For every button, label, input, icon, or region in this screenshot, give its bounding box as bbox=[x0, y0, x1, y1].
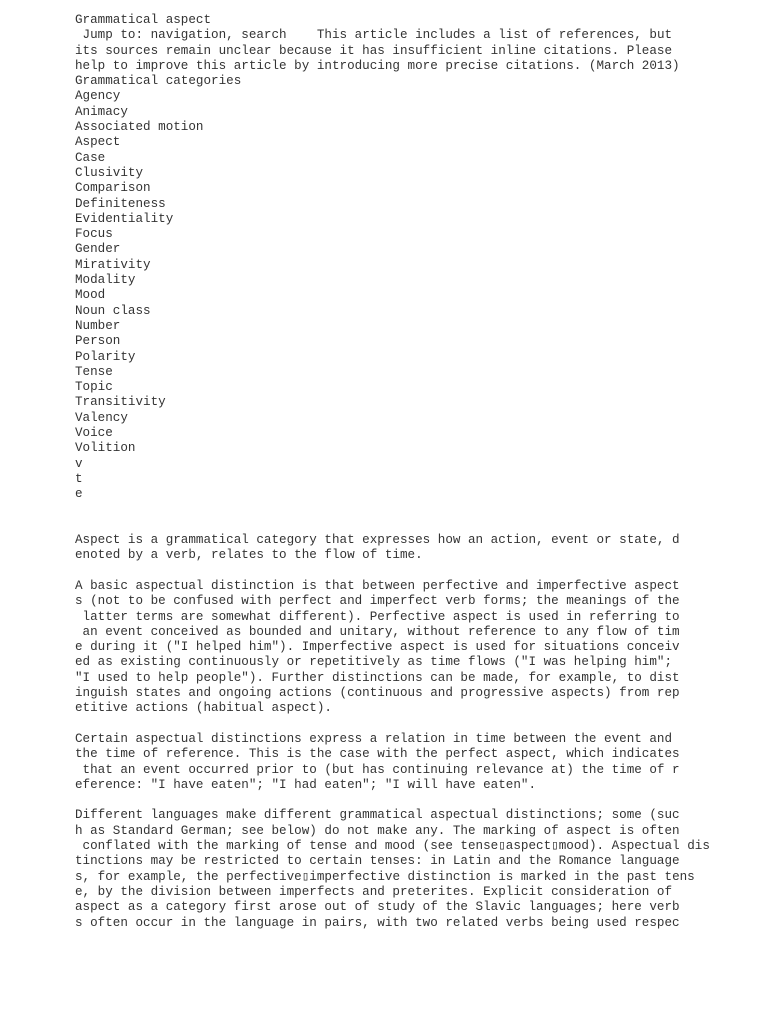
navbox-item-definiteness[interactable]: Definiteness bbox=[75, 196, 166, 211]
navbox-item-associated-motion[interactable]: Associated motion bbox=[75, 120, 204, 135]
paragraph-line: an event conceived as bounded and unitary, without reference to any flow of tim bbox=[75, 624, 680, 639]
navbox-item-case[interactable]: Case bbox=[75, 150, 106, 165]
citation-notice: This article includes a list of references, but bbox=[286, 28, 673, 43]
paragraph-line: aspect as a category first arose out of study of the Slavic languages; here verb bbox=[75, 900, 680, 915]
navbox-item-mood[interactable]: Mood bbox=[75, 288, 106, 303]
paragraph-line: Certain aspectual distinctions express a relation in time between the event and bbox=[75, 731, 673, 746]
article-paragraph bbox=[75, 533, 755, 564]
jump-to-links[interactable]: Jump to: navigation, search bbox=[75, 28, 287, 43]
navbox-item-topic[interactable]: Topic bbox=[75, 380, 113, 395]
navbox-item-transitivity[interactable]: Transitivity bbox=[75, 395, 166, 410]
navbox-item-comparison[interactable]: Comparison bbox=[75, 181, 151, 196]
paragraph-line: h as Standard German; see below) do not make any. The marking of aspect is often bbox=[75, 823, 680, 838]
navbox-vte-links bbox=[75, 457, 755, 503]
navbox-item-noun-class[interactable]: Noun class bbox=[75, 303, 151, 318]
paragraph-line: that an event occurred prior to (but has continuing relevance at) the time of r bbox=[75, 762, 680, 777]
paragraph-line: the time of reference. This is the case with the perfect aspect, which indicates bbox=[75, 747, 680, 762]
navbox-item-animacy[interactable]: Animacy bbox=[75, 104, 128, 119]
paragraph-line: conflated with the marking of tense and mood (see tense▯aspect▯mood). Aspectual dis bbox=[75, 839, 710, 854]
navbox-item-agency[interactable]: Agency bbox=[75, 89, 121, 104]
paragraph-line: "I used to help people"). Further distinctions can be made, for example, to dist bbox=[75, 670, 680, 685]
navbox-talk-link[interactable]: t bbox=[75, 471, 83, 486]
paragraph-line: Aspect is a grammatical category that expresses how an action, event or state, d bbox=[75, 533, 680, 548]
navbox-item-mirativity[interactable]: Mirativity bbox=[75, 257, 151, 272]
page-title: Grammatical aspect bbox=[75, 13, 212, 27]
navbox-edit-link[interactable]: e bbox=[75, 487, 83, 502]
blank-line bbox=[75, 518, 755, 533]
navbox-item-modality[interactable]: Modality bbox=[75, 273, 136, 288]
citation-notice-line: help to improve this article by introducing more precise citations. (March 2013) bbox=[75, 58, 680, 73]
blank-line bbox=[75, 717, 755, 732]
article-paragraph bbox=[75, 808, 755, 930]
navbox-title: Grammatical categories bbox=[75, 74, 242, 89]
navbox-item-gender[interactable]: Gender bbox=[75, 242, 121, 257]
paragraph-line: e, by the division between imperfects and preterites. Explicit consideration of bbox=[75, 884, 673, 899]
navbox-item-clusivity[interactable]: Clusivity bbox=[75, 165, 144, 180]
jump-to-line bbox=[75, 28, 755, 43]
document-body bbox=[75, 13, 755, 931]
paragraph-line: enoted by a verb, relates to the flow of time. bbox=[75, 548, 423, 563]
paragraph-line: Different languages make different grammatical aspectual distinctions; some (suc bbox=[75, 808, 680, 823]
paragraph-line: latter terms are somewhat different). Perfective aspect is used in referring to bbox=[75, 609, 680, 624]
navbox-view-link[interactable]: v bbox=[75, 456, 83, 471]
paragraph-line: inguish states and ongoing actions (continuous and progressive aspects) from rep bbox=[75, 686, 680, 701]
paragraph-line: ed as existing continuously or repetitively as time flows ("I was helping him"; bbox=[75, 655, 673, 670]
navbox-item-evidentiality[interactable]: Evidentiality bbox=[75, 211, 174, 226]
navbox-item-volition[interactable]: Volition bbox=[75, 441, 136, 456]
citation-notice-line: its sources remain unclear because it has insufficient inline citations. Please bbox=[75, 43, 673, 58]
navbox-item-valency[interactable]: Valency bbox=[75, 410, 128, 425]
paragraph-line: s often occur in the language in pairs, with two related verbs being used respec bbox=[75, 915, 680, 930]
blank-line bbox=[75, 564, 755, 579]
article-paragraph bbox=[75, 732, 755, 793]
paragraph-line: s, for example, the perfective▯imperfective distinction is marked in the past tens bbox=[75, 869, 695, 884]
paragraph-line: e during it ("I helped him"). Imperfective aspect is used for situations conceiv bbox=[75, 640, 680, 655]
paragraph-line: tinctions may be restricted to certain tenses: in Latin and the Romance language bbox=[75, 854, 680, 869]
paragraph-line: eference: "I have eaten"; "I had eaten"; "I will have eaten". bbox=[75, 777, 537, 792]
navbox-list bbox=[75, 89, 755, 456]
blank-line bbox=[75, 793, 755, 808]
navbox-item-person[interactable]: Person bbox=[75, 334, 121, 349]
blank-line bbox=[75, 503, 755, 518]
navbox-item-number[interactable]: Number bbox=[75, 318, 121, 333]
navbox-item-focus[interactable]: Focus bbox=[75, 227, 113, 242]
paragraph-line: s (not to be confused with perfect and imperfect verb forms; the meanings of the bbox=[75, 594, 680, 609]
navbox-item-aspect[interactable]: Aspect bbox=[75, 135, 121, 150]
navbox-item-tense[interactable]: Tense bbox=[75, 364, 113, 379]
paragraph-line: etitive actions (habitual aspect). bbox=[75, 701, 332, 716]
article-paragraph bbox=[75, 579, 755, 717]
paragraph-line: A basic aspectual distinction is that between perfective and imperfective aspect bbox=[75, 578, 680, 593]
navbox-item-voice[interactable]: Voice bbox=[75, 426, 113, 441]
navbox-item-polarity[interactable]: Polarity bbox=[75, 349, 136, 364]
